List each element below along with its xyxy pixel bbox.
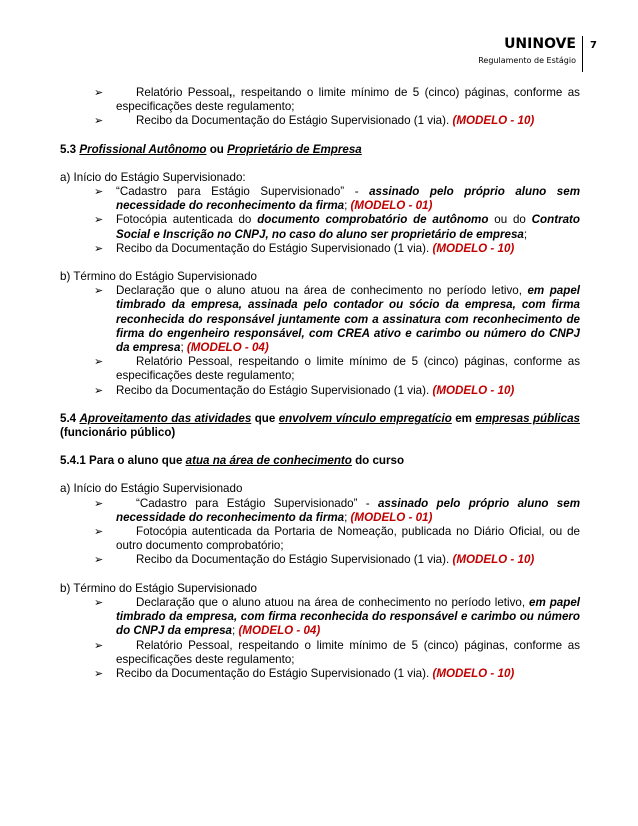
arrow-bullet-icon: ➢ [94, 186, 104, 199]
subsection-label: a) Início do Estágio Supervisionado [60, 482, 243, 496]
list-item: ➢ Fotocópia autenticada do documento comprobatório de autônomo ou do Contrato Social e Inscrição no CNPJ, no caso do aluno ser proprietário de empresa; [94, 213, 580, 241]
subsection-label: b) Término do Estágio Supervisionado [60, 270, 257, 284]
list-item: ➢ Recibo da Documentação do Estágio Supervisionado (1 via). (MODELO - 10) [94, 553, 535, 567]
arrow-bullet-icon: ➢ [94, 554, 104, 567]
arrow-bullet-icon: ➢ [94, 285, 104, 298]
arrow-bullet-icon: ➢ [94, 596, 104, 609]
section-heading-5-4: 5.4 Aproveitamento das atividades que envolvem vínculo empregatício em empresas públicas (funcionário público) [60, 411, 580, 440]
arrow-bullet-icon: ➢ [94, 115, 104, 128]
page-header [406, 36, 583, 72]
subsection-label: b) Término do Estágio Supervisionado [60, 581, 257, 595]
document-body [60, 86, 580, 681]
list-item [60, 114, 580, 128]
subsection-label: a) Início do Estágio Supervisionado: [60, 170, 246, 184]
list-item: ➢ Recibo da Documentação do Estágio Supervisionado (1 via). (MODELO - 10) [94, 241, 515, 255]
arrow-bullet-icon: ➢ [94, 214, 104, 227]
model-ref: (MODELO - 10) [452, 114, 535, 128]
list-item: ➢ Relatório Pessoal, respeitando o limite mínimo de 5 (cinco) páginas, conforme as especificações deste regulamento; [94, 638, 580, 666]
arrow-bullet-icon: ➢ [94, 639, 104, 652]
model-ref: (MODELO - 10) [432, 383, 515, 397]
model-ref: (MODELO - 10) [452, 553, 535, 567]
item-text: , respeitando o limite mínimo de 5 (cinco) páginas, conforme as especificações deste regulamento; [116, 86, 580, 114]
header-subtitle: Regulamento de Estágio [478, 56, 576, 65]
list-item: ➢ Declaração que o aluno atuou na área de conhecimento no período letivo, em papel timbrado da empresa, com firma reconhecida do responsável e carimbo ou número do CNPJ da empresa; (MODELO - 04) [94, 595, 580, 638]
list-item: ➢ Recibo da Documentação do Estágio Supervisionado (1 via). (MODELO - 10) [94, 666, 515, 680]
section-heading-5-3: 5.3 Profissional Autônomo ou Proprietário de Empresa [60, 142, 362, 156]
list-item: ➢ Declaração que o aluno atuou na área de conhecimento no período letivo, em papel timbrado da empresa, assinada pelo contador ou sócio da empresa, com firma reconhecida do responsável juntamente com a assinatura com reconhecimento de firma do engenheiro responsável, com CREA ativo e carimbo ou número do CNPJ da empresa; (MODELO - 04) [94, 284, 581, 355]
page-number: 7 [590, 40, 597, 51]
model-ref: (MODELO - 10) [432, 241, 515, 255]
arrow-bullet-icon: ➢ [94, 667, 104, 680]
list-item: ➢ “Cadastro para Estágio Supervisionado” - assinado pelo próprio aluno sem necessidade do reconhecimento da firma; (MODELO - 01) [94, 496, 581, 524]
model-ref: (MODELO - 10) [432, 666, 515, 680]
arrow-bullet-icon: ➢ [94, 242, 104, 255]
list-item: ➢ Relatório Pessoal, respeitando o limite mínimo de 5 (cinco) páginas, conforme as especificações deste regulamento; [94, 355, 580, 383]
list-item: ➢ Recibo da Documentação do Estágio Supervisionado (1 via). (MODELO - 10) [94, 383, 515, 397]
list-item: ➢ Relatório Pessoal,, respeitando o limite mínimo de 5 (cinco) páginas, conforme as especificações deste regulamento; [94, 86, 580, 114]
model-ref: (MODELO - 01) [350, 199, 433, 213]
list-item: ➢ Fotocópia autenticada da Portaria de Nomeação, publicada no Diário Oficial, ou de outro documento comprobatório; [94, 525, 580, 553]
arrow-bullet-icon: ➢ [94, 497, 104, 510]
model-ref: (MODELO - 01) [350, 510, 433, 524]
header-title: UNINOVE [504, 36, 576, 52]
arrow-bullet-icon: ➢ [94, 526, 104, 539]
item-text: Recibo da Documentação do Estágio Supervisionado (1 via). [136, 114, 450, 128]
arrow-bullet-icon: ➢ [94, 87, 104, 99]
section-heading-5-4-1: 5.4.1 Para o aluno que atua na área de conhecimento do curso [60, 454, 405, 468]
list-item: ➢ “Cadastro para Estágio Supervisionado” - assinado pelo próprio aluno sem necessidade do reconhecimento da firma; (MODELO - 01) [94, 185, 581, 213]
model-ref: (MODELO - 04) [186, 341, 269, 355]
arrow-bullet-icon: ➢ [94, 356, 104, 369]
arrow-bullet-icon: ➢ [94, 384, 104, 397]
model-ref: (MODELO - 04) [238, 624, 321, 638]
